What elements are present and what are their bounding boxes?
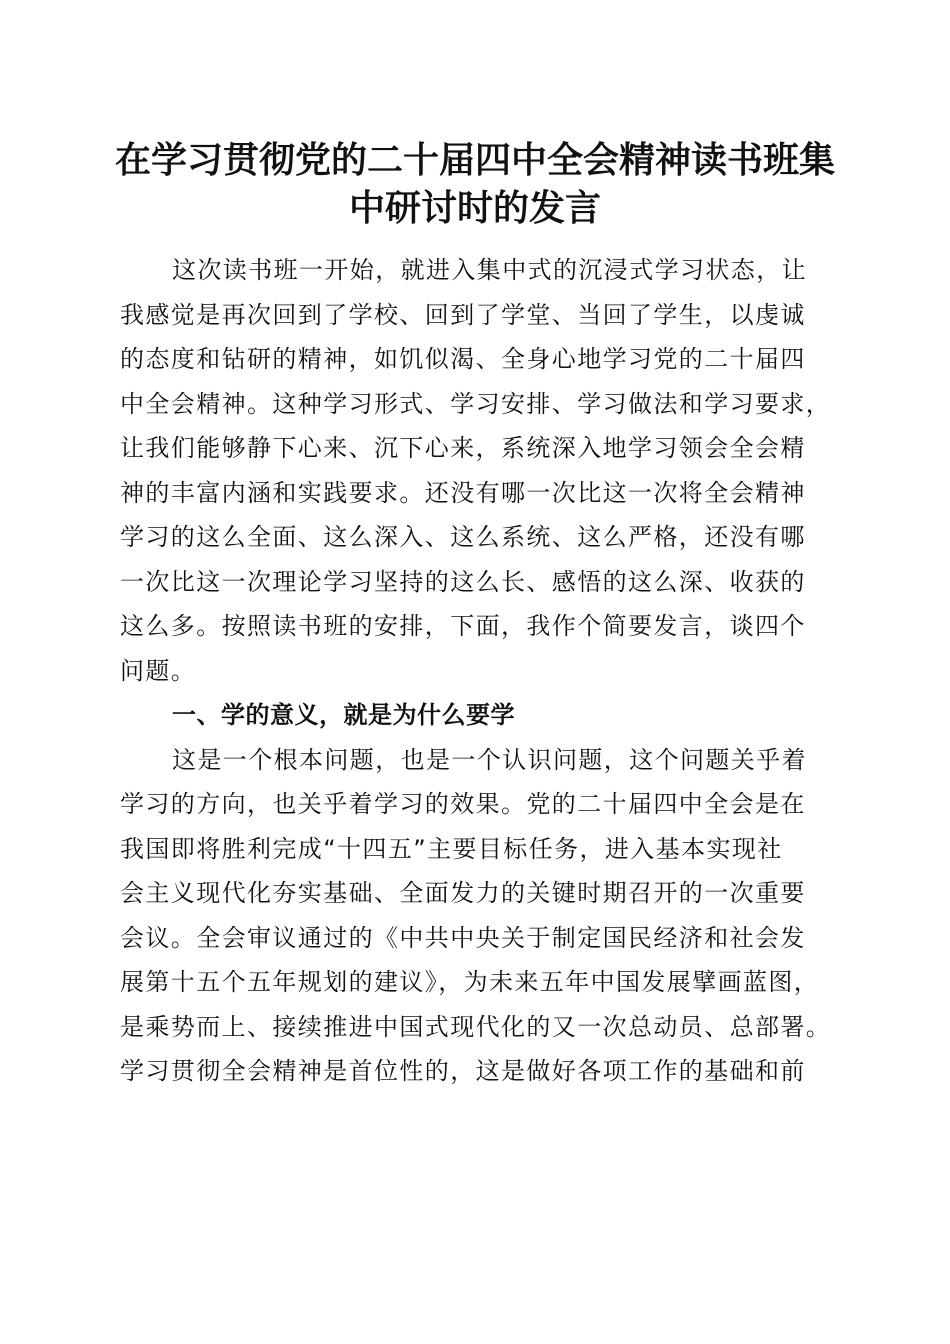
text-line: 是乘势而上、接续推进中国式现代化的又一次总动员、总部署。 [120, 1012, 832, 1041]
title-line: 中研讨时的发言 [348, 187, 601, 229]
text-line: 中全会精神。这种学习形式、学习安排、学习做法和学习要求， [120, 389, 832, 418]
text-line: 让我们能够静下心来、沉下心来，系统深入地学习领会全会精 [120, 434, 806, 462]
text-line: 我国即将胜利完成“十四五”主要目标任务，进入基本实现社 [120, 834, 783, 863]
paragraph-1 [120, 248, 832, 693]
text-line: 问题。 [120, 656, 197, 685]
text-line: 我感觉是再次回到了学校、回到了学堂、当回了学生，以虔诚 [120, 300, 806, 329]
text-line: 一次比这一次理论学习坚持的这么长、感悟的这么深、收获的 [120, 567, 806, 596]
title-line: 在学习贯彻党的二十届四中全会精神读书班集 [114, 139, 835, 181]
document-body [120, 248, 832, 1094]
text-line: 学习贯彻全会精神是首位性的，这是做好各项工作的基础和前 [120, 1057, 806, 1085]
text-line: 的态度和钻研的精神，如饥似渴、全身心地学习党的二十届四 [120, 345, 806, 373]
text-line: 学习的这么全面、这么深入、这么系统、这么严格，还没有哪 [120, 523, 806, 551]
text-line: 会议。全会审议通过的《中共中央关于制定国民经济和社会发 [120, 923, 806, 952]
text-line: 展第十五个五年规划的建议》，为未来五年中国发展擘画蓝图， [120, 968, 820, 996]
paragraph-2 [120, 738, 832, 1094]
text-line: 神的丰富内涵和实践要求。还没有哪一次比这一次将全会精神 [120, 478, 806, 507]
text-line: 这么多。按照读书班的安排，下面，我作个简要发言，谈四个 [120, 612, 806, 640]
text-line: 学习的方向，也关乎着学习的效果。党的二十届四中全会是在 [120, 790, 806, 818]
text-line: 会主义现代化夯实基础、全面发力的关键时期召开的一次重要 [120, 879, 806, 907]
text-line: 这是一个根本问题，也是一个认识问题，这个问题关乎着 [172, 745, 807, 774]
document-title [110, 136, 840, 232]
text-line: 这次读书班一开始，就进入集中式的沉浸式学习状态，让 [172, 256, 807, 284]
section-heading: 一、学的意义，就是为什么要学 [172, 701, 515, 729]
